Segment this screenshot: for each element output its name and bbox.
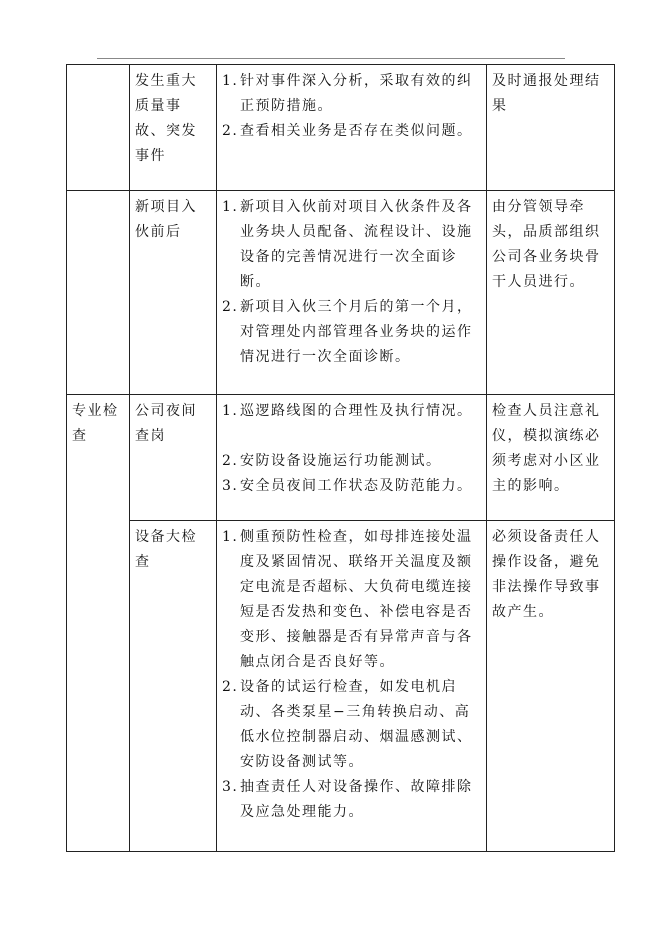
item-number: 2. xyxy=(222,679,239,695)
table-row xyxy=(67,395,615,521)
item-text: 新项目入伙三个月后的第一个月，对管理处内部管理各业务块的运作情况进行一次全面诊断。 xyxy=(240,299,473,365)
note-cell: 必须设备责任人操作设备，避免非法操作导致事故产生。 xyxy=(487,521,615,852)
list-item xyxy=(222,775,481,825)
list-item xyxy=(222,525,481,675)
items-cell xyxy=(217,521,487,852)
table-row xyxy=(67,65,615,191)
item-number: 1. xyxy=(222,529,239,545)
items-cell xyxy=(217,65,487,191)
table-row xyxy=(67,521,615,852)
header-rule xyxy=(97,58,565,59)
item-text: 新项目入伙前对项目入伙条件及各业务块人员配备、流程设计、设施设备的完善情况进行一次全面诊断。 xyxy=(240,199,473,290)
item-text: 设备的试运行检查，如发电机启动、各类泵星−三角转换启动、高低水位控制器启动、烟温感测试、安防设备测试等。 xyxy=(240,679,473,770)
category-cell xyxy=(67,65,130,191)
item-number: 3. xyxy=(222,779,239,795)
item-text: 针对事件深入分析，采取有效的纠正预防措施。 xyxy=(240,73,473,114)
list-item xyxy=(222,119,481,144)
list-spacer xyxy=(222,424,481,449)
list-item xyxy=(222,675,481,775)
list-item xyxy=(222,195,481,295)
item-number: 1. xyxy=(222,403,239,419)
items-cell xyxy=(217,395,487,521)
item-text: 巡逻路线图的合理性及执行情况。 xyxy=(240,403,473,419)
table-row xyxy=(67,191,615,395)
item-text: 安防设备设施运行功能测试。 xyxy=(240,453,442,469)
item-number: 2. xyxy=(222,123,239,139)
category-cell xyxy=(67,191,130,395)
item-number: 1. xyxy=(222,73,239,89)
subject-cell: 公司夜间查岗 xyxy=(130,395,217,521)
items-cell xyxy=(217,191,487,395)
list-item xyxy=(222,295,481,370)
list-item xyxy=(222,399,481,424)
item-text: 安全员夜间工作状态及防范能力。 xyxy=(240,478,473,494)
note-cell: 及时通报处理结果 xyxy=(487,65,615,191)
note-cell: 由分管领导牵头，品质部组织公司各业务块骨干人员进行。 xyxy=(487,191,615,395)
item-text: 查看相关业务是否存在类似问题。 xyxy=(240,123,473,139)
item-number: 2. xyxy=(222,299,239,315)
subject-cell: 新项目入伙前后 xyxy=(130,191,217,395)
list-item xyxy=(222,474,481,499)
subject-cell: 设备大检查 xyxy=(130,521,217,852)
item-number: 2. xyxy=(222,453,239,469)
subject-cell: 发生重大质量事故、突发事件 xyxy=(130,65,217,191)
list-item xyxy=(222,69,481,119)
list-item xyxy=(222,449,481,474)
item-text: 抽查责任人对设备操作、故障排除及应急处理能力。 xyxy=(240,779,473,820)
category-cell: 专业检查 xyxy=(67,395,130,852)
item-number: 1. xyxy=(222,199,239,215)
item-text: 侧重预防性检查，如母排连接处温度及紧固情况、联络开关温度及额定电流是否超标、大负荷电缆连接短是否发热和变色、补偿电容是否变形、接触器是否有异常声音与各触点闭合是否良好等。 xyxy=(240,529,473,670)
item-number: 3. xyxy=(222,478,239,494)
note-cell: 检查人员注意礼仪，模拟演练必须考虑对小区业主的影响。 xyxy=(487,395,615,521)
inspection-table xyxy=(66,64,615,852)
